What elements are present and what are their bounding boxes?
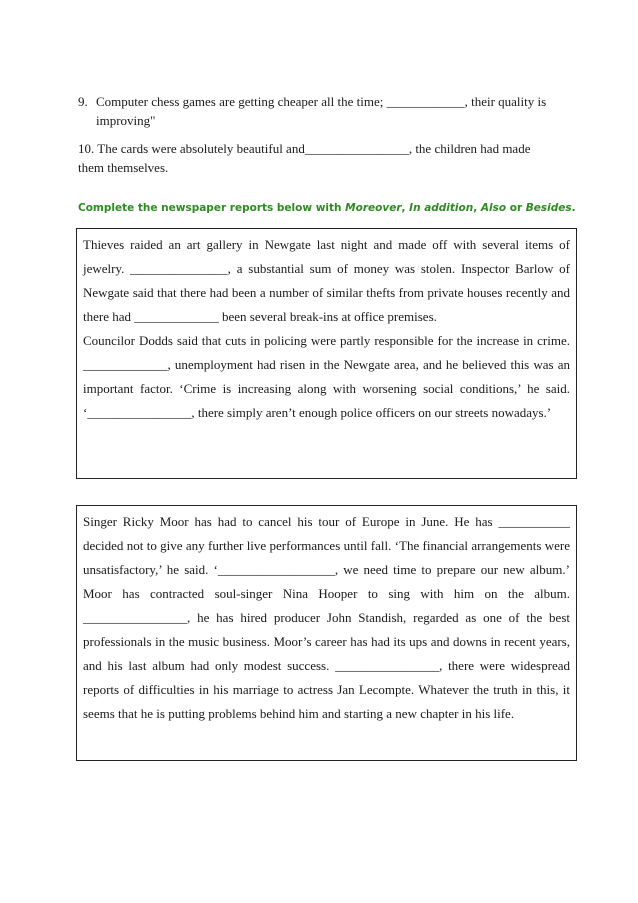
- question-9: [78, 92, 578, 130]
- question-10: 10. The cards were absolutely beautiful and________________, the children had made them themselves.: [78, 141, 531, 175]
- instruction-suffix: .: [571, 202, 576, 214]
- separator: ,: [401, 202, 410, 214]
- question-number: 9.: [78, 94, 88, 109]
- connector-word: In addition: [409, 202, 474, 214]
- newspaper-report-1: [76, 228, 577, 479]
- report-paragraph: Thieves raided an art gallery in Newgate last night and made off with several items of jewelry. _______________, a substantial sum of money was stolen. Inspector Barlow of Newgate said that there had been a number of similar thefts from private houses recently and there had _____________ been several break-ins at office premises.: [83, 237, 570, 324]
- separator: or: [506, 202, 526, 214]
- connector-word: Also: [480, 202, 507, 214]
- newspaper-report-2: [76, 505, 577, 761]
- connector-word: Besides: [525, 202, 572, 214]
- report-paragraph: Singer Ricky Moor has had to cancel his tour of Europe in June. He has ___________ decided not to give any further live performances until fall. ‘The financial arrangements were unsatisfactory,’ he said. ‘__________________, we need time to prepare our new album.’ Moor has contracted soul-singer Nina Hooper to sing with him on the album. ________________, he has hired producer John Standish, regarded as one of the best professionals in the music business. Moor’s career has had its ups and downs in recent years, and his last album had only modest success. ________________, there were widespread reports of difficulties in his marriage to actress Jan Lecompte. Whatever the truth in this, it seems that he is putting problems behind him and starting a new chapter in his life.: [83, 514, 570, 721]
- connector-word: Moreover: [345, 202, 402, 214]
- question-text: Computer chess games are getting cheaper all the time; ____________, their quality is improving": [96, 94, 547, 128]
- report-paragraph: Councilor Dodds said that cuts in policing were partly responsible for the increase in crime. _____________, unemployment had risen in the Newgate area, and he believed this was an important factor. ‘Crime is increasing along with worsening social conditions,’ he said. ‘________________, there simply aren’t enough police officers on our streets nowadays.’: [83, 333, 570, 420]
- separator: ,: [473, 202, 481, 214]
- instruction-prefix: Complete the newspaper reports below with: [78, 202, 346, 214]
- exercise-instruction: [78, 200, 578, 216]
